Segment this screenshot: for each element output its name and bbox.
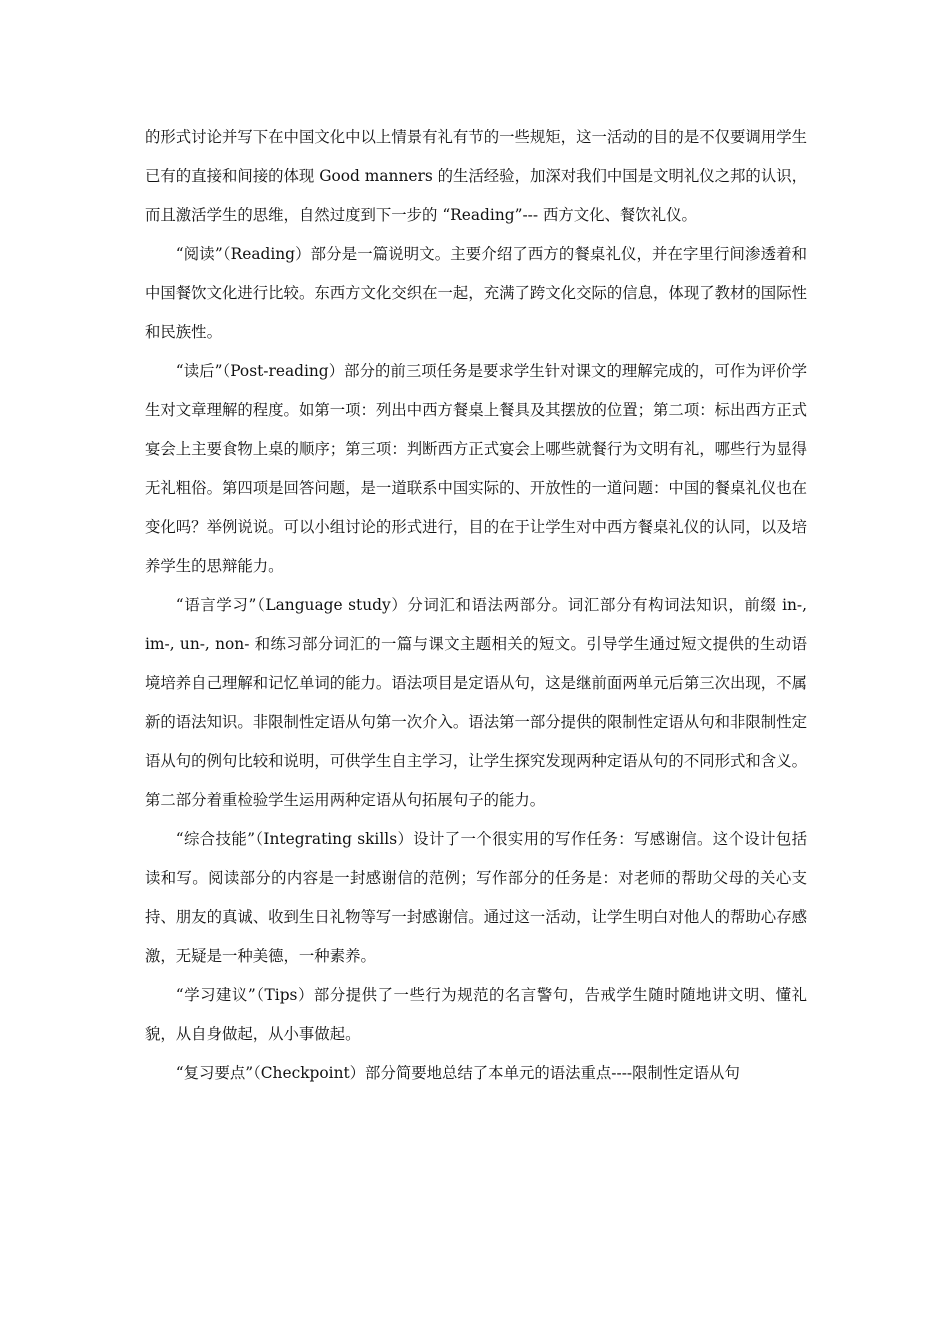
paragraph-continuation: 的形式讨论并写下在中国文化中以上情景有礼有节的一些规矩，这一活动的目的是不仅要调用学生已有的直接和间接的体现 Good manners 的生活经验，加深对我们中国是文明礼仪之邦的认识，而且激活学生的思维，自然过度到下一步的 “Reading”--- 西方文化、餐饮礼仪。 (145, 128, 807, 224)
paragraph-integrating-skills: “综合技能”（Integrating skills）设计了一个很实用的写作任务：写感谢信。这个设计包括读和写。阅读部分的内容是一封感谢信的范例；写作部分的任务是：对老师的帮助父母的关心支持、朋友的真诚、收到生日礼物等写一封感谢信。通过这一活动，让学生明白对他人的帮助心存感激，无疑是一种美德，一种素养。 (145, 830, 807, 965)
paragraph-reading: “阅读”（Reading）部分是一篇说明文。主要介绍了西方的餐桌礼仪，并在字里行间渗透着和中国餐饮文化进行比较。东西方文化交织在一起，充满了跨文化交际的信息，体现了教材的国际性和民族性。 (145, 245, 807, 341)
document-body (145, 118, 807, 1093)
paragraph-language-study: “语言学习”（Language study）分词汇和语法两部分。词汇部分有构词法知识，前缀 in-, im-, un-, non- 和练习部分词汇的一篇与课文主题相关的短文。引导学生通过短文提供的生动语境培养自己理解和记忆单词的能力。语法项目是定语从句，这是继前面两单元后第三次出现，不属新的语法知识。非限制性定语从句第一次介入。语法第一部分提供的限制性定语从句和非限制性定语从句的例句比较和说明，可供学生自主学习，让学生探究发现两种定语从句的不同形式和含义。第二部分着重检验学生运用两种定语从句拓展句子的能力。 (145, 596, 807, 809)
paragraph-tips: “学习建议”（Tips）部分提供了一些行为规范的名言警句，告戒学生随时随地讲文明、懂礼貌，从自身做起，从小事做起。 (145, 986, 807, 1043)
paragraph-post-reading: “读后”（Post-reading）部分的前三项任务是要求学生针对课文的理解完成的，可作为评价学生对文章理解的程度。如第一项：列出中西方餐桌上餐具及其摆放的位置；第二项：标出西方正式宴会上主要食物上桌的顺序；第三项：判断西方正式宴会上哪些就餐行为文明有礼，哪些行为显得无礼粗俗。第四项是回答问题，是一道联系中国实际的、开放性的一道问题：中国的餐桌礼仪也在变化吗？举例说说。可以小组讨论的形式进行，目的在于让学生对中西方餐桌礼仪的认同，以及培养学生的思辩能力。 (145, 362, 807, 575)
paragraph-checkpoint: “复习要点”（Checkpoint）部分简要地总结了本单元的语法重点----限制性定语从句 (175, 1064, 740, 1082)
